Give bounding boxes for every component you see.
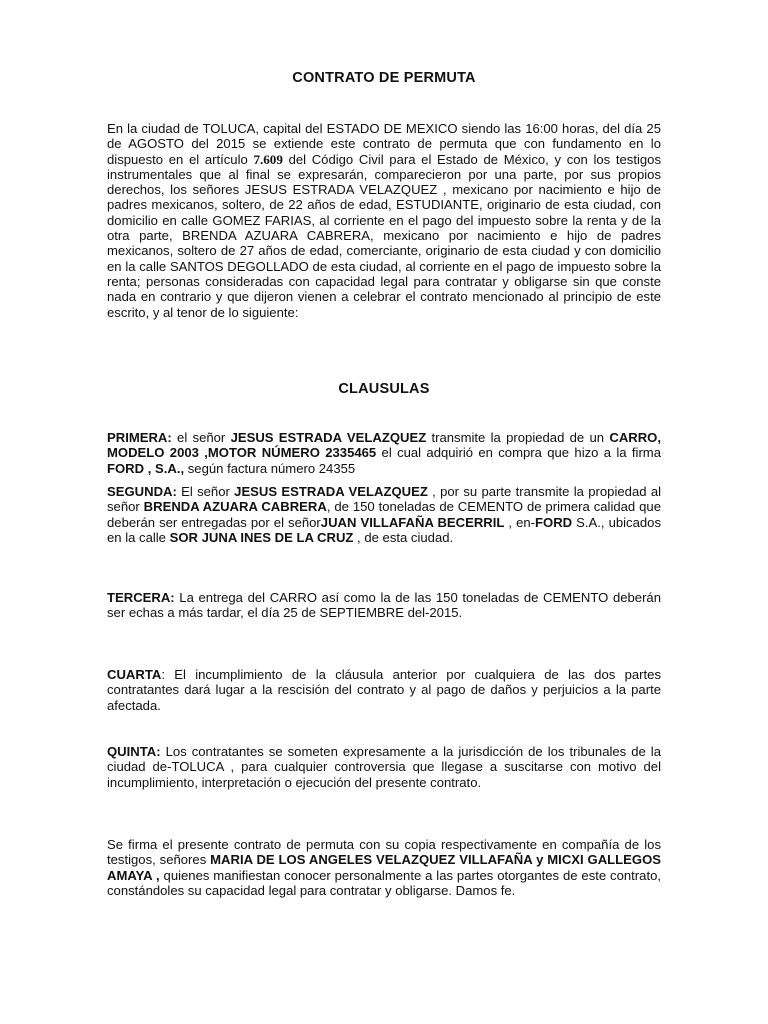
intro-text-1: En la ciudad de TOLUCA, capital del ESTADO DE MEXICO siendo las 16:00 horas, del día 25 de AGOSTO del 2015 se extiende este contrato de permuta que con fundamento en lo dispuesto en el artículo [107, 121, 661, 167]
clause-quinta: QUINTA: Los contratantes se someten expresamente a la jurisdicción de los tribunales de la ciudad de-TOLUCA , para cualquier controversia que llegase a suscitarse con motivo del incumplimiento, interpretación o ejecución del presente contrato. [107, 744, 661, 790]
clause-label: PRIMERA: [107, 430, 172, 445]
witness-names: MARIA DE LOS ANGELES VELAZQUEZ VILLAFAÑA y MICXI GALLEGOS AMAYA , [107, 852, 662, 883]
clause-tercera: TERCERA: La entrega del CARRO así como la de las 150 toneladas de CEMENTO deberán ser echas a más tardar, el día 25 de SEPTIEMBRE del-2015. [107, 590, 661, 621]
closing-paragraph: Se firma el presente contrato de permuta con su copia respectivamente en compañía de los testigos, señores MARIA DE LOS ANGELES VELAZQUEZ VILLAFAÑA y MICXI GALLEGOS AMAYA , quienes manifiestan conocer personalmente a las partes otorgantes de este contrato, constándoles su capacidad legal para contratar y obligarse. Damos fe. [107, 837, 662, 898]
car-description: CARRO, MODELO 2003 ,MOTOR NÚMERO 2335465 [107, 430, 662, 461]
clause-label: QUINTA: [107, 744, 161, 759]
firm-name: FORD [535, 514, 573, 530]
party-name: JESUS ESTRADA VELAZQUEZ [234, 484, 428, 499]
clause-cuarta: CUARTA: El incumplimiento de la cláusula anterior por cualquiera de las dos partes contratantes dará lugar a la rescisión del contrato y al pago de daños y perjuicios a la parte afectada. [107, 667, 661, 713]
clause-primera: PRIMERA: el señor JESUS ESTRADA VELAZQUEZ transmite la propiedad de un CARRO, MODELO 2003 ,MOTOR NÚMERO 2335465 el cual adquirió en compra que hizo a la firma FORD , S.A., según factura número 24355 [107, 430, 662, 476]
clause-label: TERCERA: [107, 590, 175, 605]
firm-name: FORD , S.A., [107, 460, 185, 476]
street-name: SOR JUNA INES DE LA CRUZ [169, 529, 354, 545]
article-number: 7.609 [253, 151, 283, 167]
clause-label: CUARTA [107, 667, 162, 682]
document-title: CONTRATO DE PERMUTA [292, 70, 476, 86]
intro-text-2: del Código Civil para el Estado de México, y con los testigos instrumentales que al final se expresarán, comparecieron por una parte, por sus propios derechos, los señores JESUS ESTRADA VELAZQUEZ , mexicano por nacimiento e hijo de padres mexicanos, soltero, de 22 años de edad, ESTUDIANTE, originario de esta ciudad, con domicilio en calle GOMEZ FARIAS, al corriente en el pago del impuesto sobre la renta y de la otra parte, BRENDA AZUARA CABRERA, mexicano por nacimiento e hijo de padres mexicanos, soltero de 27 años de edad, comerciante, originario de esta ciudad y con domicilio en la calle SANTOS DEGOLLADO de esta ciudad, al corriente en el pago de impuesto sobre la renta; personas consideradas con capacidad legal para contratar y obligarse sin que conste nada en contrario y que dijeron vienen a celebrar el contrato mencionado al principio de este escrito, y al tenor de lo siguiente: [107, 151, 662, 320]
clausulas-heading: CLAUSULAS [338, 381, 430, 397]
clause-label: SEGUNDA: [107, 484, 177, 499]
clause-segunda: SEGUNDA: El señor JESUS ESTRADA VELAZQUEZ , por su parte transmite la propiedad al señor BRENDA AZUARA CABRERA, de 150 toneladas de CEMENTO de primera calidad que deberán ser entregadas por el señorJUAN VILLAFAÑA BECERRIL , en-FORD S.A., ubicados en la calle SOR JUNA INES DE LA CRUZ , de esta ciudad. [107, 484, 662, 545]
party-name: JESUS ESTRADA VELAZQUEZ [230, 430, 427, 445]
intro-paragraph [107, 121, 661, 320]
party-name: JUAN VILLAFAÑA BECERRIL [320, 514, 505, 530]
party-name: BRENDA AZUARA CABRERA [143, 499, 327, 515]
